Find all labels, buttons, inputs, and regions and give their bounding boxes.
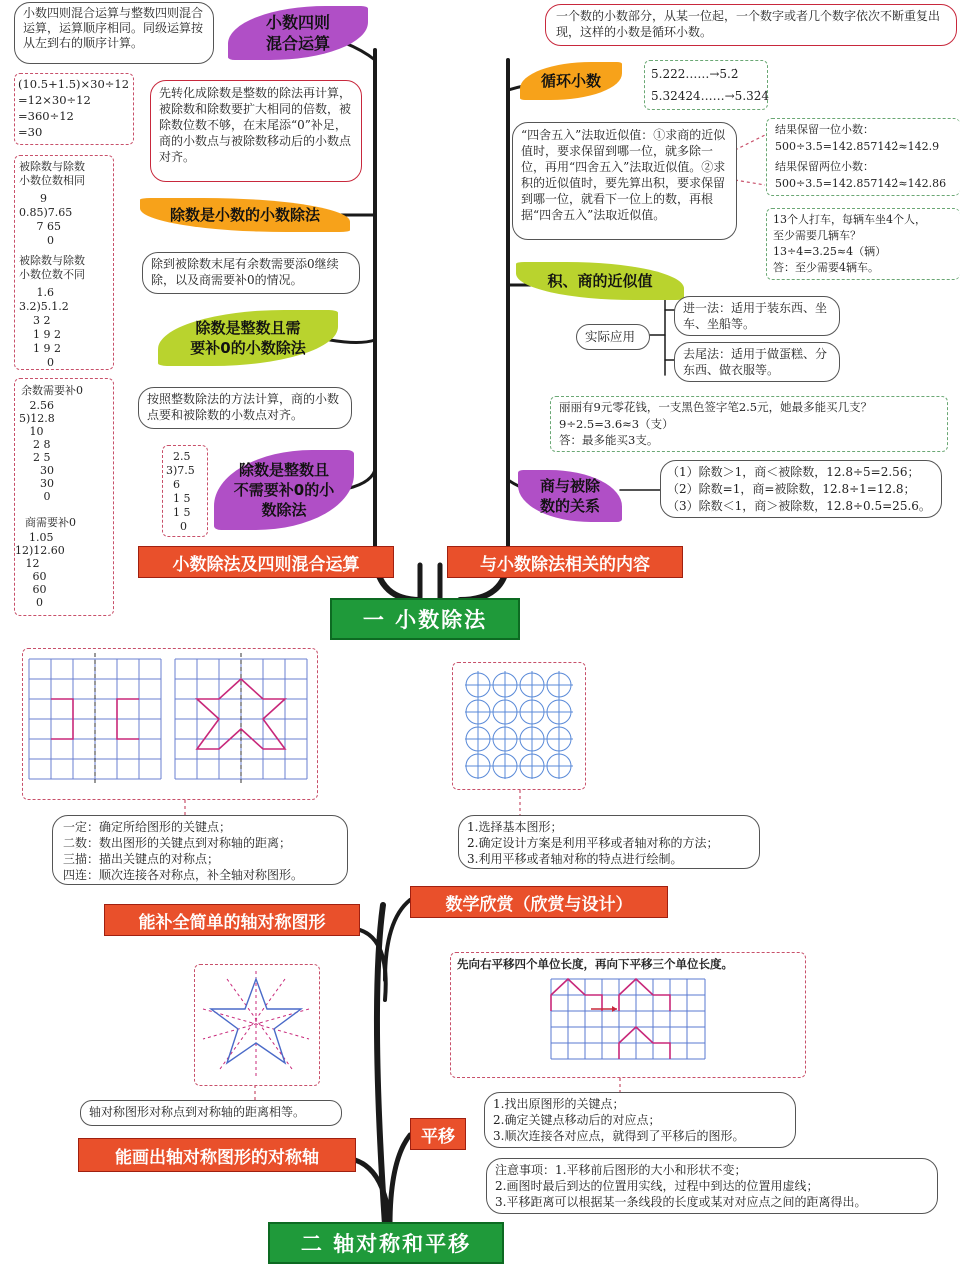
approx-bubble (512, 122, 737, 240)
mixed-calc-box (14, 73, 134, 145)
pen-example-2: 9÷2.5=3.6≈3（支） (559, 417, 674, 431)
pen-example-box (550, 396, 948, 452)
branch-decimal-related (447, 546, 683, 578)
branch-complete-symmetric (104, 904, 360, 936)
recurring-bubble (545, 4, 957, 46)
mixed-calc-line-2: =12×30÷12 (18, 93, 91, 107)
axis-figure-box (194, 964, 320, 1086)
notes-bubble (486, 1158, 938, 1214)
leaf-divisor-decimal-label: 除数是小数的小数除法 (169, 205, 320, 224)
design-figure-box (452, 662, 586, 790)
recurring-example-2: 5.32424……→5.32̇4̇ (651, 89, 770, 103)
complete-step-3: 三描：描出关键点的对称点； (63, 852, 220, 866)
branch-left2b-label: 能画出轴对称图形的对称轴 (115, 1147, 319, 1168)
add0-bubble (142, 252, 360, 294)
symmetry-grids (23, 649, 315, 797)
no0-bubble (138, 387, 352, 429)
branch-decimal-division-mixed (138, 546, 394, 578)
translate-step-3: 3.顺次连接各对应点，就得到了平移后的图形。 (493, 1129, 745, 1143)
no0-text: 按照整数除法的方法计算，商的小数点要和被除数的小数点对齐。 (147, 392, 340, 422)
unit2-title-label: 二 轴对称和平移 (300, 1232, 472, 1256)
branch-left2a-label: 能补全简单的轴对称图形 (138, 912, 326, 933)
divisor-decimal-text: 先转化成除数是整数的除法再计算，被除数和除数要扩大相同的倍数，被除数位数不够，在末尾添“0”补足，商的小数点与被除数移动后的小数点对齐。 (159, 86, 352, 164)
approx-example-1: 结果保留一位小数： (775, 123, 874, 136)
recurring-example-1: 5.222……→5.2̇ (651, 67, 739, 81)
translate-caption: 先向右平移四个单位长度，再向下平移三个单位长度。 (457, 957, 733, 971)
recurring-example-box (644, 60, 768, 110)
branch-right2a-label: 数学欣赏（欣赏与设计） (445, 894, 633, 915)
car-example-1: 13个人打车，每辆车坐4个人， (773, 213, 926, 226)
calc-example-1: 9 0.85)7.65 7 65 0 (19, 192, 73, 247)
same-digits-label: 被除数与除数 小数位数相同 (19, 160, 85, 187)
mixed-ops-bubble (14, 2, 214, 64)
mixed-calc-line-1: (10.5+1.5)×30÷12 (18, 77, 130, 91)
star-axes (195, 965, 317, 1083)
calc-example-5: 2.5 3)7.5 6 1 5 1 5 0 (166, 450, 195, 533)
design-step-1: 1.选择基本图形； (467, 820, 563, 834)
no0-example-box (162, 445, 208, 537)
branch-math-appreciation (410, 886, 668, 918)
branch-translation (410, 1118, 466, 1150)
note-2: 2.画图时最后到达的位置用实线，过程中到达的位置用虚线； (495, 1179, 819, 1193)
mixed-calc-line-3: =360÷12 (18, 109, 74, 123)
axis-text: 轴对称图形对称点到对称轴的距离相等。 (89, 1105, 306, 1119)
branch-draw-axis (78, 1138, 356, 1172)
approx-text: “四舍五入”法取近似值：①求商的近似值时，要求保留到哪一位，就多除一位，再用“四舍五入”法取近似值。②求积的近似值时，要先算出积，要求保留到哪一位，就看下一位上的数，再根据“四舍五入”法取近似值。 (521, 128, 726, 222)
diff-digits-label: 被除数与除数 小数位数不同 (19, 254, 85, 281)
relation-bubble (660, 460, 942, 518)
design-steps-bubble (458, 815, 760, 869)
car-example-3: 13÷4=3.25≈4（辆） (773, 245, 887, 258)
leaf-quotient-relation-label: 商与被除 数的关系 (539, 477, 600, 515)
complete-step-4: 四连：顺次连接各对称点，补全轴对称图形。 (63, 868, 304, 882)
pen-example-1: 丽丽有9元零花钱，一支黑色签字笔2.5元，她最多能买几支？ (559, 400, 873, 414)
translate-step-1: 1.找出原图形的关键点； (493, 1097, 625, 1111)
practical-bubble (576, 324, 650, 350)
pen-example-3: 答：最多能买3支。 (559, 433, 659, 447)
leaf-approx-label: 积、商的近似值 (547, 271, 653, 290)
design-step-2: 2.确定设计方案是利用平移或者轴对称的方法； (467, 836, 719, 850)
decimal-division-examples (14, 155, 114, 370)
unit2-title (268, 1222, 504, 1264)
complete-step-2: 二数：数出图形的关键点到对称轴的距离； (63, 836, 292, 850)
relation-line-1: （1）除数＞1，商＜被除数，12.8÷5=2.56； (667, 465, 920, 479)
relation-line-3: （3）除数＜1，商＞被除数，12.8÷0.5=25.6。 (667, 499, 931, 513)
translate-steps-bubble (484, 1092, 796, 1148)
car-example-4: 答：至少需要4辆车。 (773, 261, 879, 274)
car-example-box (766, 208, 960, 280)
leaf-divisor-int-add0-label: 除数是整数且需 要补0的小数除法 (190, 319, 306, 357)
approx-example-2: 500÷3.5=142.857142̇≈142.9 (775, 140, 940, 153)
practical-text: 实际应用 (585, 329, 636, 344)
note-3: 3.平移距离可以根据某一条线段的长度或某对对应点之间的距离得出。 (495, 1195, 867, 1209)
circle-pattern (453, 663, 583, 787)
divisor-decimal-bubble (150, 80, 362, 182)
quwei-text: 去尾法：适用于做蛋糕、分东西、做衣服等。 (683, 347, 828, 377)
mixed-ops-text: 小数四则混合运算与整数四则混合运算，运算顺序相同。同级运算按从左到右的顺序计算。 (23, 6, 204, 50)
complete-steps-bubble (52, 815, 348, 885)
complete-figure-box (22, 648, 318, 800)
mixed-calc-line-4: =30 (18, 125, 43, 139)
quwei-bubble (674, 342, 840, 382)
note-1: 注意事项：1.平移前后图形的大小和形状不变； (495, 1163, 747, 1177)
leaf-mixed-ops-label: 小数四则 混合运算 (265, 13, 330, 53)
remainder-label: 余数需要补0 (21, 384, 83, 397)
quotient-add0-label: 商需要补0 (25, 516, 76, 529)
calc-example-2: 1.6 3.2)5.1.2 3 2 1 9 2 1 9 2 0 (19, 286, 69, 369)
leaf-recurring-label: 循环小数 (540, 71, 601, 90)
add0-examples (14, 378, 114, 616)
translate-figure-box (450, 952, 806, 1078)
calc-example-3: 2.56 5)12.8 10 2 8 2 5 30 30 0 (19, 399, 55, 503)
unit1-title (330, 598, 520, 640)
unit1-title-label: 一 小数除法 (362, 608, 488, 632)
recurring-text: 一个数的小数部分，从某一位起，一个数字或者几个数字依次不断重复出现，这样的小数是循环小数。 (556, 9, 941, 39)
approx-example-3: 结果保留两位小数： (775, 160, 874, 173)
design-step-3: 3.利用平移或者轴对称的特点进行绘制。 (467, 852, 683, 866)
approx-example-box (766, 118, 960, 196)
translate-grid (451, 953, 803, 1073)
branch-right1-label: 与小数除法相关的内容 (480, 554, 650, 575)
car-example-2: 至少需要几辆车？ (773, 229, 861, 242)
jinyi-text: 进一法：适用于装东西、坐车、坐船等。 (683, 301, 828, 331)
jinyi-bubble (674, 296, 840, 336)
leaf-divisor-int-no0 (214, 450, 354, 530)
calc-example-4: 1.05 12)12.60 12 60 60 0 (15, 531, 65, 609)
translate-step-2: 2.确定关键点移动后的对应点； (493, 1113, 661, 1127)
branch-left1-label: 小数除法及四则混合运算 (172, 554, 360, 575)
axis-bubble (80, 1100, 342, 1126)
leaf-divisor-int-no0-label: 除数是整数且 不需要补0的小 数除法 (233, 461, 335, 519)
add0-text: 除到被除数末尾有余数需要添0继续除，以及商需要补0的情况。 (151, 257, 339, 287)
branch-right2b-label: 平移 (421, 1126, 455, 1147)
relation-line-2: （2）除数=1，商=被除数，12.8÷1=12.8； (667, 482, 916, 496)
complete-step-1: 一定：确定所给图形的关键点； (63, 820, 232, 834)
approx-example-4: 500÷3.5=142.857142̇≈142.86 (775, 177, 947, 190)
